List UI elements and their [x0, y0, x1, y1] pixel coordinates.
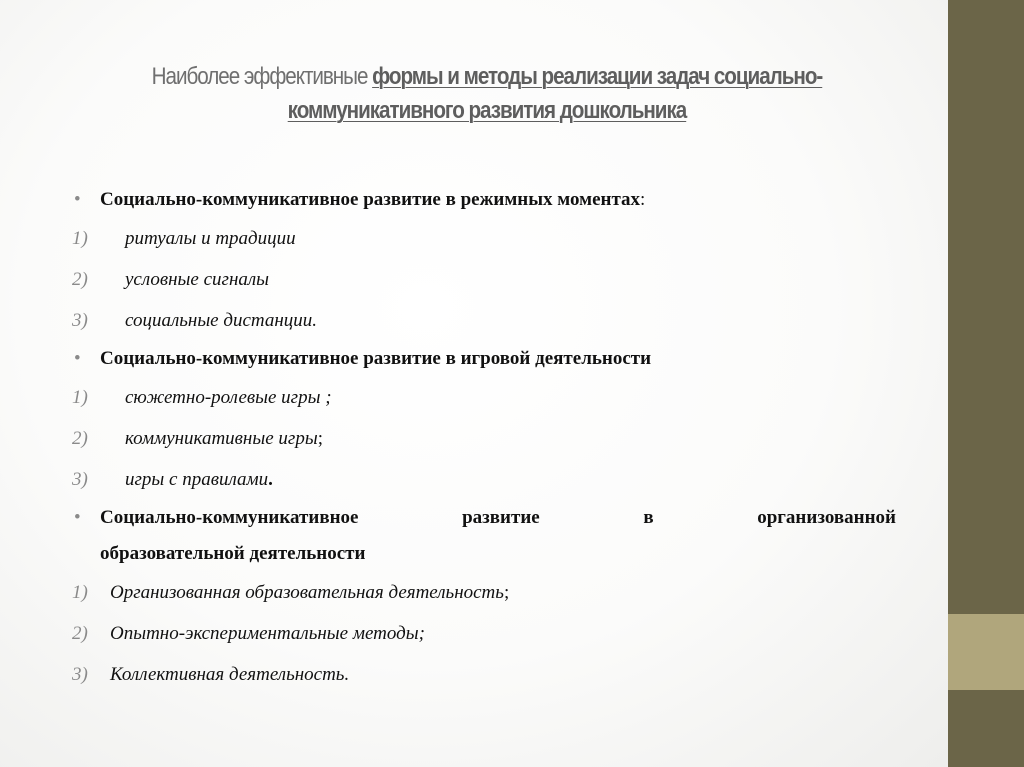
section-heading-text: Социально-коммуникативное развитие в режимных моментах	[100, 189, 641, 210]
bullet-icon: •	[74, 189, 81, 210]
section-heading-suffix: :	[640, 189, 646, 210]
content-list	[72, 182, 896, 695]
title-underlined-1: формы и методы реализации задач социально-	[372, 63, 823, 90]
list-item	[72, 613, 896, 654]
sidebar-dark-bar	[948, 0, 1024, 614]
item-text: игры с правилами.	[125, 469, 273, 490]
sidebar-bottom-bar	[948, 690, 1024, 767]
list-item	[72, 218, 896, 259]
list-item	[72, 654, 896, 695]
item-text: Коллективная деятельность.	[110, 664, 350, 685]
section-heading-line: Социально-коммуникативное развитие в организованной	[100, 507, 896, 528]
item-number: 2)	[72, 428, 88, 449]
item-text: коммуникативные игры;	[125, 428, 323, 449]
title-plain: Наиболее эффективные	[151, 63, 373, 90]
item-number: 3)	[72, 310, 88, 331]
bullet-icon: •	[74, 348, 81, 369]
list-item	[72, 418, 896, 459]
section-heading	[72, 500, 896, 572]
bullet-icon: •	[74, 507, 81, 528]
page-title	[72, 60, 902, 128]
section-heading-text: Социально-коммуникативное развитие в игровой деятельности	[100, 348, 652, 369]
list-item	[72, 572, 896, 613]
item-number: 1)	[72, 387, 88, 408]
list-item	[72, 377, 896, 418]
item-number: 1)	[72, 228, 88, 249]
item-number: 2)	[72, 623, 88, 644]
item-number: 3)	[72, 469, 88, 490]
item-number: 3)	[72, 664, 88, 685]
title-underlined-2: коммуникативного развития дошкольника	[287, 97, 687, 124]
item-text: социальные дистанции.	[125, 310, 318, 331]
section-heading	[72, 182, 896, 218]
item-number: 1)	[72, 582, 88, 603]
item-text: Организованная образовательная деятельность;	[110, 582, 510, 603]
item-text: Опытно-экспериментальные методы;	[110, 623, 425, 644]
section-heading	[72, 341, 896, 377]
list-item	[72, 259, 896, 300]
item-number: 2)	[72, 269, 88, 290]
list-item	[72, 300, 896, 341]
item-text: сюжетно-ролевые игры ;	[125, 387, 332, 408]
item-text: ритуалы и традиции	[125, 228, 296, 249]
item-text: условные сигналы	[125, 269, 270, 290]
section-heading-line: образовательной деятельности	[100, 543, 366, 564]
sidebar-light-bar	[948, 614, 1024, 690]
list-item	[72, 459, 896, 500]
